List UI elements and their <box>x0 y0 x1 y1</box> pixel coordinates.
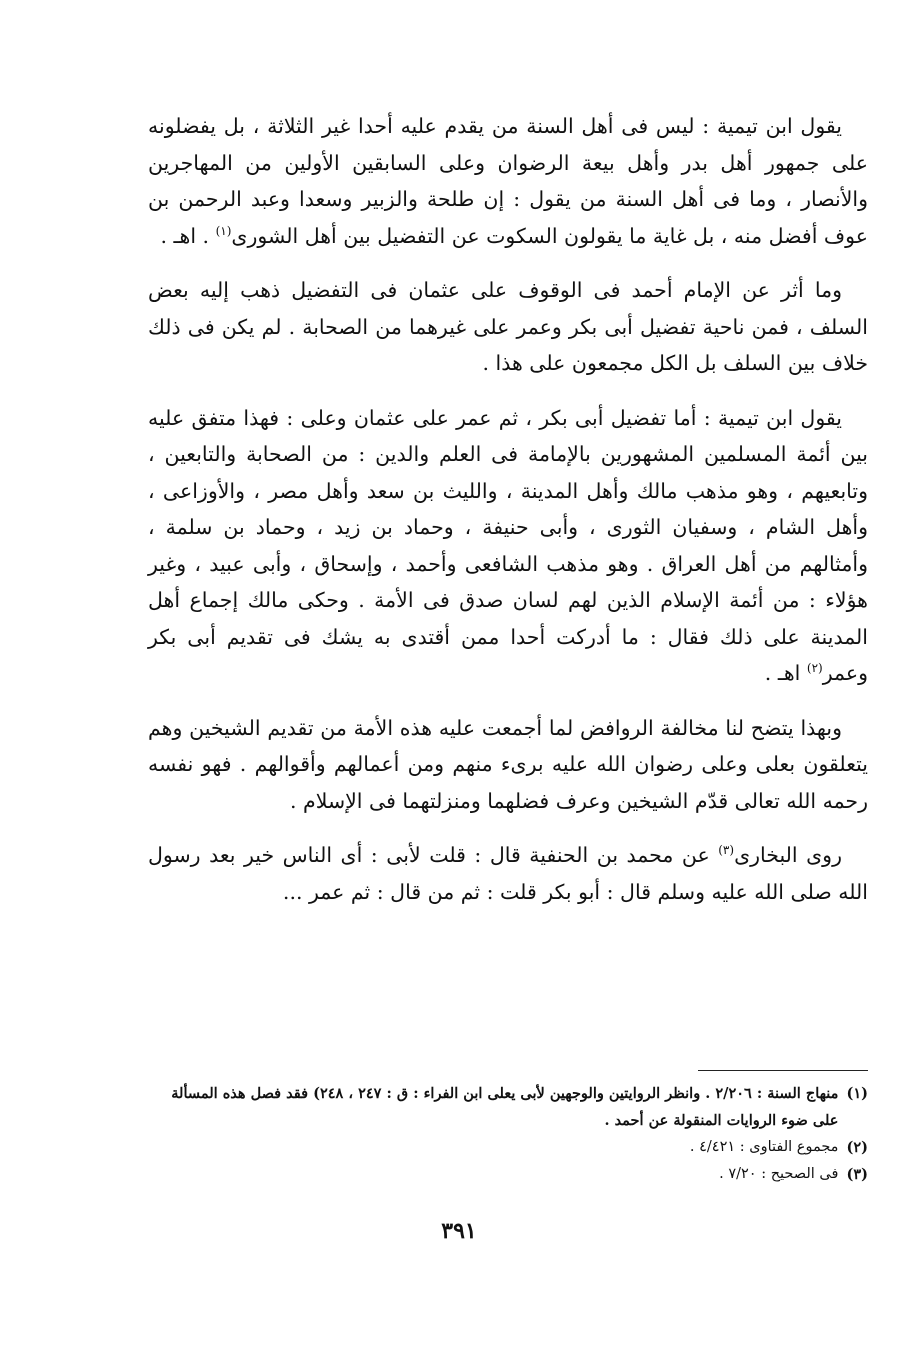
paragraph-2: وما أثر عن الإمام أحمد فى الوقوف على عثمان فى التفضيل ذهب إليه بعض السلف ، فمن ناحية تفضيل أبى بكر وعمر على غيرهما من الصحابة . لم يكن فى ذلك خلاف بين السلف بل الكل مجمعون على هذا . <box>148 278 868 375</box>
paragraph-5 <box>148 837 868 910</box>
paragraph-1 <box>148 108 868 254</box>
footnote-2-number: (٢) <box>846 1139 868 1156</box>
paragraph-4: وبهذا يتضح لنا مخالفة الروافض لما أجمعت عليه هذه الأمة من تقديم الشيخين وهم يتعلقون بعلى وعلى رضوان الله عليه برىء منهم ومن أعمالهم وأقوالهم . فهو نفسه رحمه الله تعالى قدّم الشيخين وعرف فضلهما ومنزلتهما فى الإسلام . <box>148 715 868 813</box>
main-text <box>148 108 868 910</box>
footnote-3 <box>148 1161 868 1188</box>
paragraph-5-rest: عن محمد بن الحنفية قال : قلت لأبى : أى الناس خير بعد رسول الله صلى الله عليه وسلم قال : أبو بكر قلت : ثم من قال : ثم عمر ... <box>148 843 868 904</box>
footnote-2-text: مجموع الفتاوى : ٤/٤٢١ . <box>689 1139 839 1155</box>
footnote-1-number: (١) <box>846 1085 868 1102</box>
footnotes <box>148 1080 868 1188</box>
paragraph-1-tail: . اهـ . <box>160 223 210 248</box>
page-number: ٣٩١ <box>441 1218 477 1244</box>
footnote-1-text: منهاج السنة : ٢/٢٠٦ . وانظر الروايتين والوجهين لأبى يعلى ابن الفراء : ق : ٢٤٧ ، ٢٤٨) فقد فصل هذه المسألة على ضوء الروايات المنقولة عن أحمد . <box>171 1085 839 1129</box>
footnote-1 <box>148 1080 868 1134</box>
footnote-2 <box>148 1134 868 1161</box>
footnote-marker-1[interactable]: (١) <box>215 223 232 238</box>
paragraph-3-tail: اهـ . <box>764 661 801 685</box>
footnote-marker-3[interactable]: (٣) <box>718 843 735 858</box>
paragraph-5-start: روى البخارى <box>734 843 842 867</box>
footnote-marker-2[interactable]: (٢) <box>806 661 823 676</box>
footnote-3-number: (٣) <box>846 1166 868 1183</box>
footnote-3-text: فى الصحيح : ٧/٢٠ . <box>719 1166 839 1182</box>
paragraph-3 <box>148 400 868 692</box>
footnote-divider <box>698 1070 868 1071</box>
paragraph-1-text: يقول ابن تيمية : ليس فى أهل السنة من يقدم عليه أحدا غير الثلاثة ، بل يفضلونه على جمهور أهل بدر وأهل بيعة الرضوان وعلى السابقين الأولين من المهاجرين والأنصار ، وما فى أهل السنة من يقول : إن طلحة والزبير وسعدا وعبد الرحمن بن عوف أفضل منه ، بل غاية ما يقولون السكوت عن التفضيل بين أهل الشورى <box>148 114 868 248</box>
paragraph-3-text: يقول ابن تيمية : أما تفضيل أبى بكر ، ثم عمر على عثمان وعلى : فهذا متفق عليه بين أئمة المسلمين المشهورين بالإمامة فى العلم والدين : من الصحابة والتابعين ، وتابعيهم ، وهو مذهب مالك وأهل المدينة ، والليث بن سعد وأهل مصر ، والأوزاعى ، وأهل الشام ، وسفيان الثورى ، وأبى حنيفة ، وحماد بن زيد ، وحماد بن سلمة ، وأمثالهم من أهل العراق . وهو مذهب الشافعى وأحمد ، وإسحاق ، وأبى عبيد ، وغير هؤلاء : من أئمة الإسلام الذين لهم لسان صدق فى الأمة . وحكى مالك إجماع أهل المدينة على ذلك فقال : ما أدركت أحدا ممن أقتدى به يشك فى تقديم أبى بكر وعمر <box>148 405 868 685</box>
